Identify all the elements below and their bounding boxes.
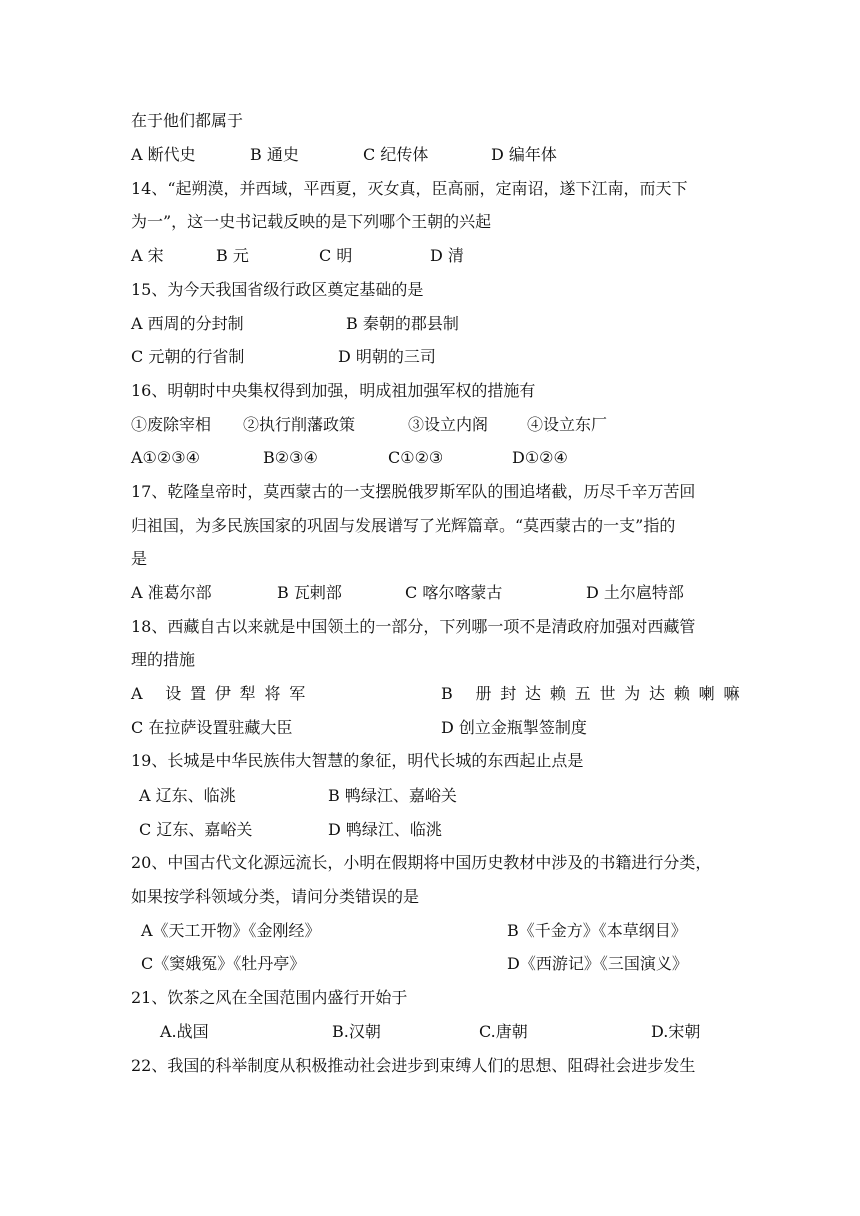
- options-row: [0, 140, 860, 170]
- options-row: [0, 781, 860, 811]
- options-row: [0, 916, 860, 946]
- answer-option: D 明朝的三司: [338, 347, 436, 366]
- answer-option: A①②③④: [131, 448, 200, 467]
- answer-option: D 鸭绿江、临洮: [328, 820, 442, 839]
- answer-option: D①②④: [512, 448, 568, 467]
- answer-option: C 在拉萨设置驻藏大臣: [131, 718, 293, 737]
- answer-option: B 瓦剌部: [277, 583, 342, 602]
- options-row: [0, 443, 860, 473]
- text-line: 16、明朝时中央集权得到加强，明成祖加强军权的措施有: [131, 381, 536, 400]
- answer-option: A《天工开物》《金刚经》: [141, 921, 321, 940]
- answer-option: C 元朝的行省制: [131, 347, 245, 366]
- answer-option: B 通史: [250, 145, 299, 164]
- text-line: 18、西藏自古以来就是中国领土的一部分，下列哪一项不是清政府加强对西藏管: [131, 617, 696, 636]
- answer-option: ②执行削藩政策: [243, 415, 356, 434]
- options-row: [0, 342, 860, 372]
- answer-option: C《窦娥冤》《牡丹亭》: [141, 954, 306, 973]
- answer-option: A 西周的分封制: [131, 314, 244, 333]
- answer-option: D.宋朝: [651, 1022, 701, 1041]
- options-row: [0, 578, 860, 608]
- answer-option: A 辽东、临洮: [139, 786, 236, 805]
- text-line: 理的措施: [131, 650, 196, 669]
- text-line: 17、乾隆皇帝时，莫西蒙古的一支摆脱俄罗斯军队的围追堵截，历尽千辛万苦回: [131, 482, 696, 501]
- options-row: [0, 713, 860, 743]
- answer-option: B《千金方》《本草纲目》: [507, 921, 687, 940]
- answer-option: D《西游记》《三国演义》: [507, 954, 688, 973]
- answer-option: D 清: [430, 246, 464, 265]
- answer-option: B 元: [216, 246, 249, 265]
- answer-option: B 册封达赖五世为达赖喇嘛: [441, 684, 749, 703]
- answer-option: B②③④: [263, 448, 318, 467]
- options-row: [0, 949, 860, 979]
- options-row: [0, 1017, 860, 1047]
- answer-option: D 土尔扈特部: [586, 583, 684, 602]
- answer-option: A 设置伊犁将军: [131, 684, 315, 703]
- answer-option: A 断代史: [131, 145, 196, 164]
- answer-option: C 辽东、嘉峪关: [139, 820, 253, 839]
- answer-option: D 编年体: [491, 145, 557, 164]
- answer-option: B 鸭绿江、嘉峪关: [328, 786, 457, 805]
- text-line: 归祖国，为多民族国家的巩固与发展谱写了光辉篇章。“莫西蒙古的一支”指的: [131, 516, 676, 535]
- options-row: [0, 679, 860, 709]
- answer-option: A 准葛尔部: [131, 583, 212, 602]
- answer-option: C.唐朝: [479, 1022, 528, 1041]
- answer-option: ④设立东厂: [527, 415, 608, 434]
- answer-option: ①废除宰相: [131, 415, 212, 434]
- answer-option: A.战国: [160, 1022, 209, 1041]
- answer-option: C 喀尔喀蒙古: [405, 583, 503, 602]
- options-row: [0, 815, 860, 845]
- answer-option: C 纪传体: [363, 145, 429, 164]
- text-line: 为一”，这一史书记载反映的是下列哪个王朝的兴起: [131, 212, 492, 231]
- options-row: [0, 309, 860, 339]
- text-line: 21、饮茶之风在全国范围内盛行开始于: [131, 988, 408, 1007]
- text-line: 22、我国的科举制度从积极推动社会进步到束缚人们的思想、阻碍社会进步发生: [131, 1056, 696, 1075]
- answer-option: A 宋: [131, 246, 164, 265]
- answer-option: B.汉朝: [332, 1022, 381, 1041]
- text-line: 是: [131, 549, 148, 568]
- answer-option: D 创立金瓶掣签制度: [441, 718, 587, 737]
- text-line: 20、中国古代文化源远流长，小明在假期将中国历史教材中涉及的书籍进行分类，: [131, 853, 712, 872]
- options-row: [0, 241, 860, 271]
- text-line: 19、长城是中华民族伟大智慧的象征，明代长城的东西起止点是: [131, 751, 584, 770]
- answer-option: C①②③: [388, 448, 444, 467]
- text-line: 如果按学科领域分类，请问分类错误的是: [131, 887, 420, 906]
- answer-option: ③设立内阁: [408, 415, 489, 434]
- text-line: 在于他们都属于: [131, 111, 244, 130]
- answer-option: C 明: [319, 246, 353, 265]
- text-line: 15、为今天我国省级行政区奠定基础的是: [131, 280, 424, 299]
- answer-option: B 秦朝的郡县制: [346, 314, 459, 333]
- text-line: 14、“起朔漠，并西域，平西夏，灭女真，臣高丽，定南诏，遂下江南，而天下: [131, 179, 688, 198]
- options-row: [0, 410, 860, 440]
